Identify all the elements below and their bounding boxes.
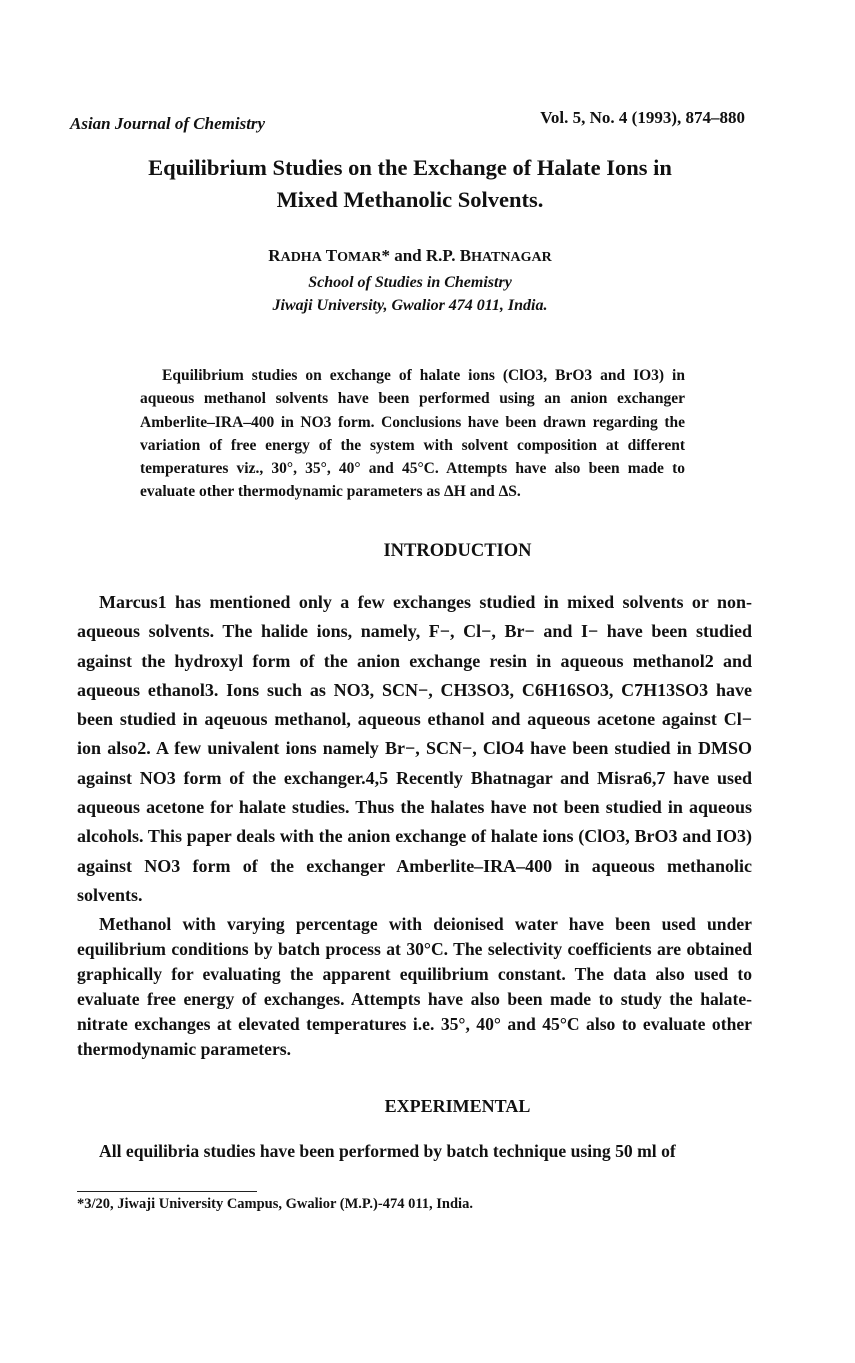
- introduction-paragraph-2: [77, 912, 752, 1061]
- author-line: [160, 244, 660, 270]
- journal-name: Asian Journal of Chemistry: [70, 114, 266, 133]
- experimental-paragraph-1: [77, 1138, 752, 1164]
- footnote: *3/20, Jiwaji University Campus, Gwalior (M.P.)-474 011, India.: [77, 1196, 473, 1212]
- author1-last-initial: T: [325, 246, 338, 265]
- author-conjunction: and: [394, 246, 422, 265]
- author2-initials: R.P.: [425, 246, 456, 265]
- affiliation-line-1: School of Studies in Chemistry: [308, 274, 512, 291]
- title-line-1: Equilibrium Studies on the Exchange of Halate Ions in: [148, 155, 672, 180]
- experimental-heading: EXPERIMENTAL: [384, 1096, 531, 1116]
- author1-initial: R: [268, 246, 281, 265]
- affiliation: [160, 271, 660, 317]
- footnote-rule: [77, 1191, 257, 1192]
- title-line-2: Mixed Methanolic Solvents.: [276, 187, 544, 212]
- author2-last-initial: B: [459, 246, 472, 265]
- abstract: [140, 364, 685, 504]
- introduction-paragraph-1: [77, 588, 752, 910]
- author1-first-rest: ADHA: [280, 250, 322, 265]
- abstract-text: Equilibrium studies on exchange of halate ions (ClO3, BrO3 and IO3) in aqueous methanol solvents have been performed using an anion exchanger Amberlite–IRA–400 in NO3 form. Conclusions have been drawn regarding the variation of free energy of the system with solvent composition at different temperatures viz., 30°, 35°, 40° and 45°C. Attempts have also been made to evaluate other thermodynamic parameters as ΔH and ΔS.: [140, 367, 685, 501]
- intro-para-2-text: Methanol with varying percentage with deionised water have been used under equilibrium conditions by batch process at 30°C. The selectivity coefficients are obtained graphically for evaluating the apparent equilibrium constant. The data also used to evaluate free energy of exchanges. Attempts have also been made to study the halate-nitrate exchanges at elevated temperatures i.e. 35°, 40° and 45°C also to evaluate other thermodynamic parameters.: [77, 914, 752, 1059]
- intro-para-1-text: Marcus1 has mentioned only a few exchanges studied in mixed solvents or non-aqueous solvents. The halide ions, namely, F−, Cl−, Br− and I− have been studied against the hydroxyl form of the anion exchange resin in aqueous methanol2 and aqueous ethanol3. Ions such as NO3, SCN−, CH3SO3, C6H16SO3, C7H13SO3 have been studied in aqeuous methanol, aqueous ethanol and aqueous acetone against Cl− ion also2. A few univalent ions namely Br−, SCN−, ClO4 have been studied in DMSO against NO3 form of the exchanger.4,5 Recently Bhatnagar and Misra6,7 have used aqueous acetone for halate studies. Thus the halates have not been studied in aqueous alcohols. This paper deals with the anion exchange of halate ions (ClO3, BrO3 and IO3) against NO3 form of the exchanger Amberlite–IRA–400 in aqueous methanolic solvents.: [77, 592, 752, 905]
- introduction-heading: INTRODUCTION: [383, 541, 532, 561]
- running-head: [70, 108, 745, 132]
- exp-para-1-text: All equilibria studies have been performed by batch technique using 50 ml of: [99, 1141, 676, 1161]
- author1-last-rest: OMAR: [337, 250, 382, 265]
- volume-info: Vol. 5, No. 4 (1993), 874–880: [540, 108, 745, 127]
- affiliation-line-2: Jiwaji University, Gwalior 474 011, India.: [272, 297, 548, 314]
- author1-asterisk: *: [381, 246, 390, 265]
- author2-last-rest: HATNAGAR: [471, 250, 552, 265]
- article-title: [90, 152, 730, 216]
